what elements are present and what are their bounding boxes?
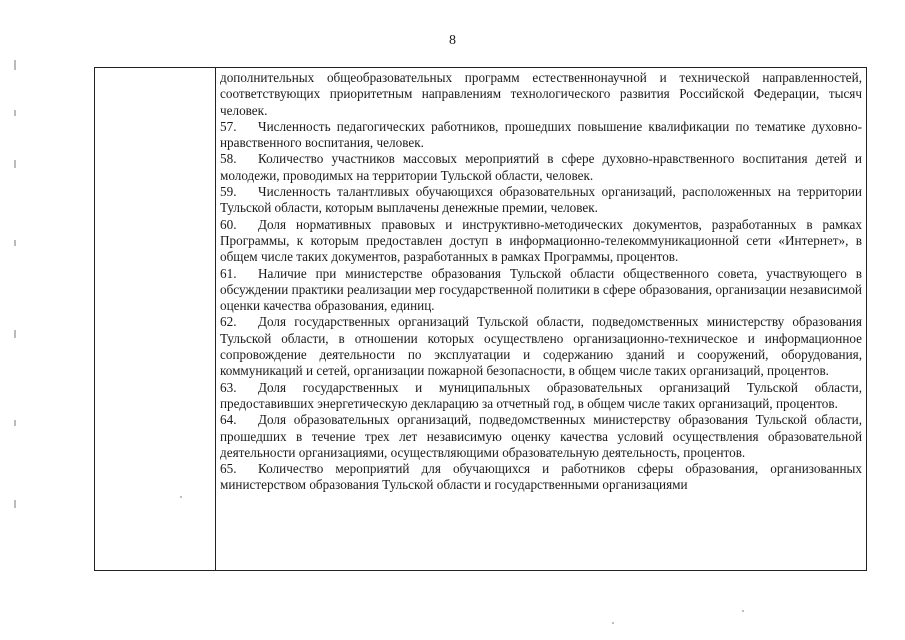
paragraph-number: 62. xyxy=(220,314,237,330)
paragraph-61 xyxy=(220,266,862,315)
paragraph-number: 63. xyxy=(220,379,237,395)
table-left-cell xyxy=(95,68,216,570)
paragraph-64 xyxy=(220,412,862,461)
paragraph-number: 58. xyxy=(220,151,237,167)
paragraph-number: 65. xyxy=(220,461,237,477)
scan-speck xyxy=(180,496,182,498)
scan-artifact xyxy=(14,420,16,426)
paragraph-text: дополнительных общеобразовательных программ естественнонаучной и технической направленностей, соответствующих приоритетным направлениям технологического развития Российской Федерации, тысяч человек. xyxy=(220,70,862,118)
paragraph-59 xyxy=(220,184,862,217)
paragraph-60 xyxy=(220,217,862,266)
paragraph-text: Доля государственных организаций Тульской области, подведомственных министерству образования Тульской области, в отношении которых осуществлено организационно-техническое и информационное сопровождение деятельности по эксплуатации и содержанию зданий и сооружений, оборудования, коммуникаций и сетей, организации пожарной безопасности, в общем числе таких организаций, процентов. xyxy=(220,314,862,379)
paragraph-number: 57. xyxy=(220,118,237,134)
paragraph-57 xyxy=(220,119,862,152)
scan-speck xyxy=(612,622,614,624)
scan-artifact xyxy=(14,240,16,246)
paragraph-number: 60. xyxy=(220,216,237,232)
page-number: 8 xyxy=(449,33,456,48)
paragraph-text: Доля государственных и муниципальных образовательных организаций Тульской области, предоставивших энергетическую декларацию за отчетный год, в общем числе таких организаций, процентов. xyxy=(220,379,862,411)
paragraph-text: Численность педагогических работников, прошедших повышение квалификации по тематике духовно-нравственного воспитания, человек. xyxy=(220,118,862,151)
paragraph-number: 64. xyxy=(220,412,237,428)
scan-artifact xyxy=(14,500,16,508)
scan-speck xyxy=(742,610,744,612)
paragraph-number: 59. xyxy=(220,184,237,200)
paragraph-number: 61. xyxy=(220,265,237,281)
paragraph-continuation xyxy=(220,70,862,119)
scan-artifact xyxy=(14,60,16,70)
paragraph-text: Численность талантливых обучающихся образовательных организаций, расположенных на территории Тульской области, которым выплачены денежные премии, человек. xyxy=(220,184,862,216)
paragraph-text: Доля образовательных организаций, подведомственных министерству образования Тульской области, прошедших в течение трех лет независимую оценку качества условий осуществления образовательной деятельности организациями, осуществляющими образовательную деятельность, процентов. xyxy=(220,412,862,460)
table-right-cell xyxy=(216,68,866,570)
paragraph-text: Количество участников массовых мероприятий в сфере духовно-нравственного воспитания детей и молодежи, проводимых на территории Тульской области, человек. xyxy=(220,151,862,183)
paragraph-text: Количество мероприятий для обучающихся и работников сферы образования, организованных министерством образования Тульской области и государственными организациями xyxy=(220,461,862,493)
scan-artifact xyxy=(14,330,16,338)
scan-artifact xyxy=(14,160,16,168)
paragraph-63 xyxy=(220,380,862,413)
paragraph-58 xyxy=(220,151,862,184)
paragraph-text: Доля нормативных правовых и инструктивно-методических документов, разработанных в рамках Программы, к которым предоставлен доступ в информационно-телекоммуникационной сети «Интернет», в общем числе таких документов, разработанных в рамках Программы, процентов. xyxy=(220,216,862,265)
scan-artifact xyxy=(14,110,16,116)
paragraph-text: Наличие при министерстве образования Тульской области общественного совета, участвующего в обсуждении практики реализации мер государственной политики в сфере образования, организации независимой оценки качества образования, единиц. xyxy=(220,265,862,314)
document-table xyxy=(94,67,867,571)
paragraph-65 xyxy=(220,461,862,494)
paragraph-62 xyxy=(220,314,862,379)
